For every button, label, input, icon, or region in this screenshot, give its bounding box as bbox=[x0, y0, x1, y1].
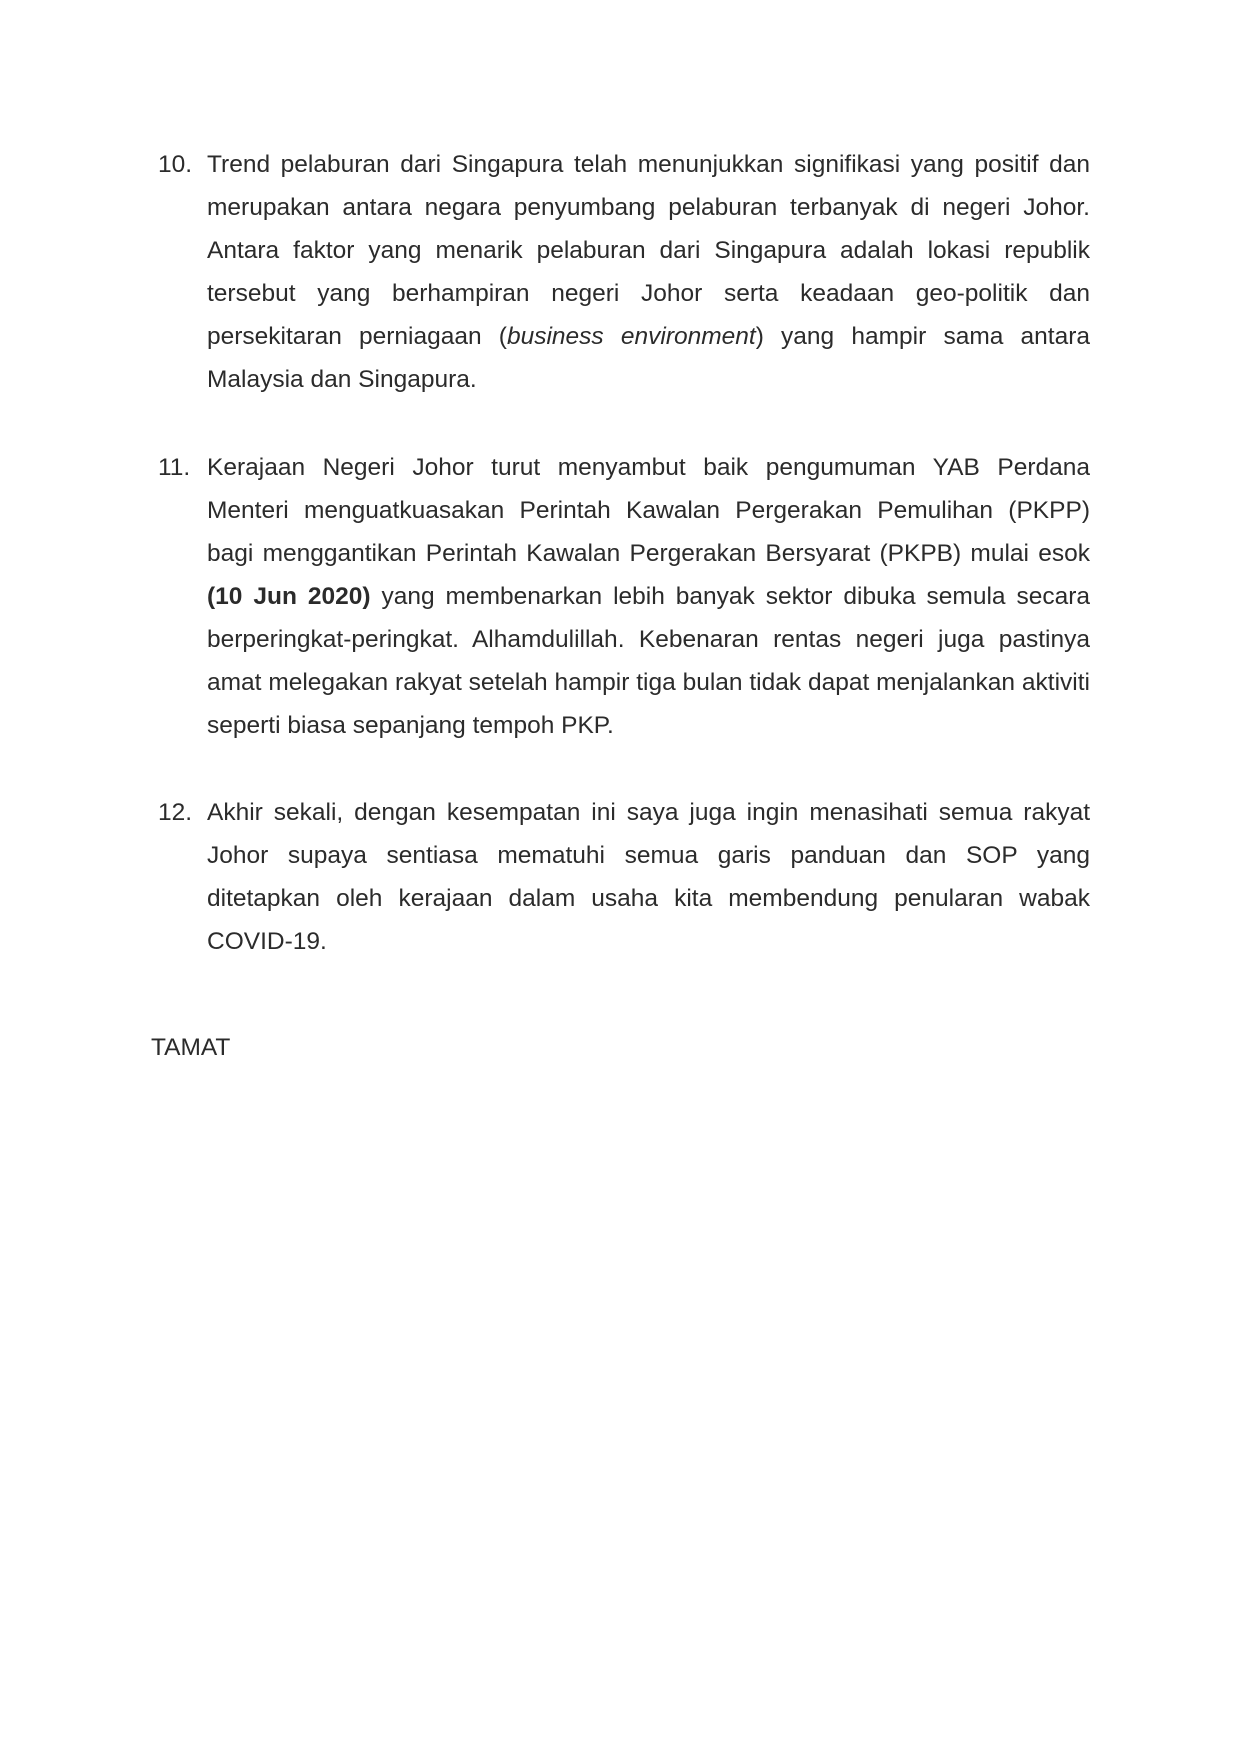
paragraph-number: 12. bbox=[158, 799, 193, 826]
paragraph-10 bbox=[158, 143, 1090, 401]
paragraph-number: 11. bbox=[158, 454, 191, 481]
paragraph-text bbox=[207, 446, 1090, 747]
paragraph-11 bbox=[158, 446, 1090, 747]
paragraph-text bbox=[207, 143, 1090, 401]
italic-term: business environment bbox=[506, 323, 756, 350]
paragraph-number: 10. bbox=[158, 151, 193, 178]
paragraph-text-part: yang membenarkan lebih banyak sektor dibuka semula secara berperingkat-peringkat. Alhamdulillah. Kebenaran rentas negeri juga pastinya amat melegakan rakyat setelah hampir tiga bulan tidak dapat menjalankan aktiviti seperti biasa sepanjang tempoh PKP. bbox=[207, 583, 1090, 739]
closing-text: TAMAT bbox=[151, 1034, 231, 1061]
paragraph-12 bbox=[158, 791, 1090, 963]
paragraph-text-part: Trend pelaburan dari Singapura telah menunjukkan signifikasi yang positif dan merupakan antara negara penyumbang pelaburan terbanyak di negeri Johor. Antara faktor yang menarik pelaburan dari Singapura adalah lokasi republik tersebut yang berhampiran negeri Johor serta keadaan geo-politik dan persekitaran perniagaan ( bbox=[207, 151, 1090, 350]
paragraph-text: Akhir sekali, dengan kesempatan ini saya juga ingin menasihati semua rakyat Johor supaya sentiasa mematuhi semua garis panduan dan SOP yang ditetapkan oleh kerajaan dalam usaha kita membendung penularan wabak COVID-19. bbox=[207, 799, 1090, 955]
paragraph-text-part: ) yang hampir sama antara Malaysia dan Singapura. bbox=[207, 323, 1091, 393]
bold-date: (10 Jun 2020) bbox=[207, 583, 371, 610]
paragraph-text-part: Kerajaan Negeri Johor turut menyambut baik pengumuman YAB Perdana Menteri menguatkuasakan Perintah Kawalan Pergerakan Pemulihan (PKPP) bagi menggantikan Perintah Kawalan Pergerakan Bersyarat (PKPB) mulai esok bbox=[207, 454, 1090, 567]
